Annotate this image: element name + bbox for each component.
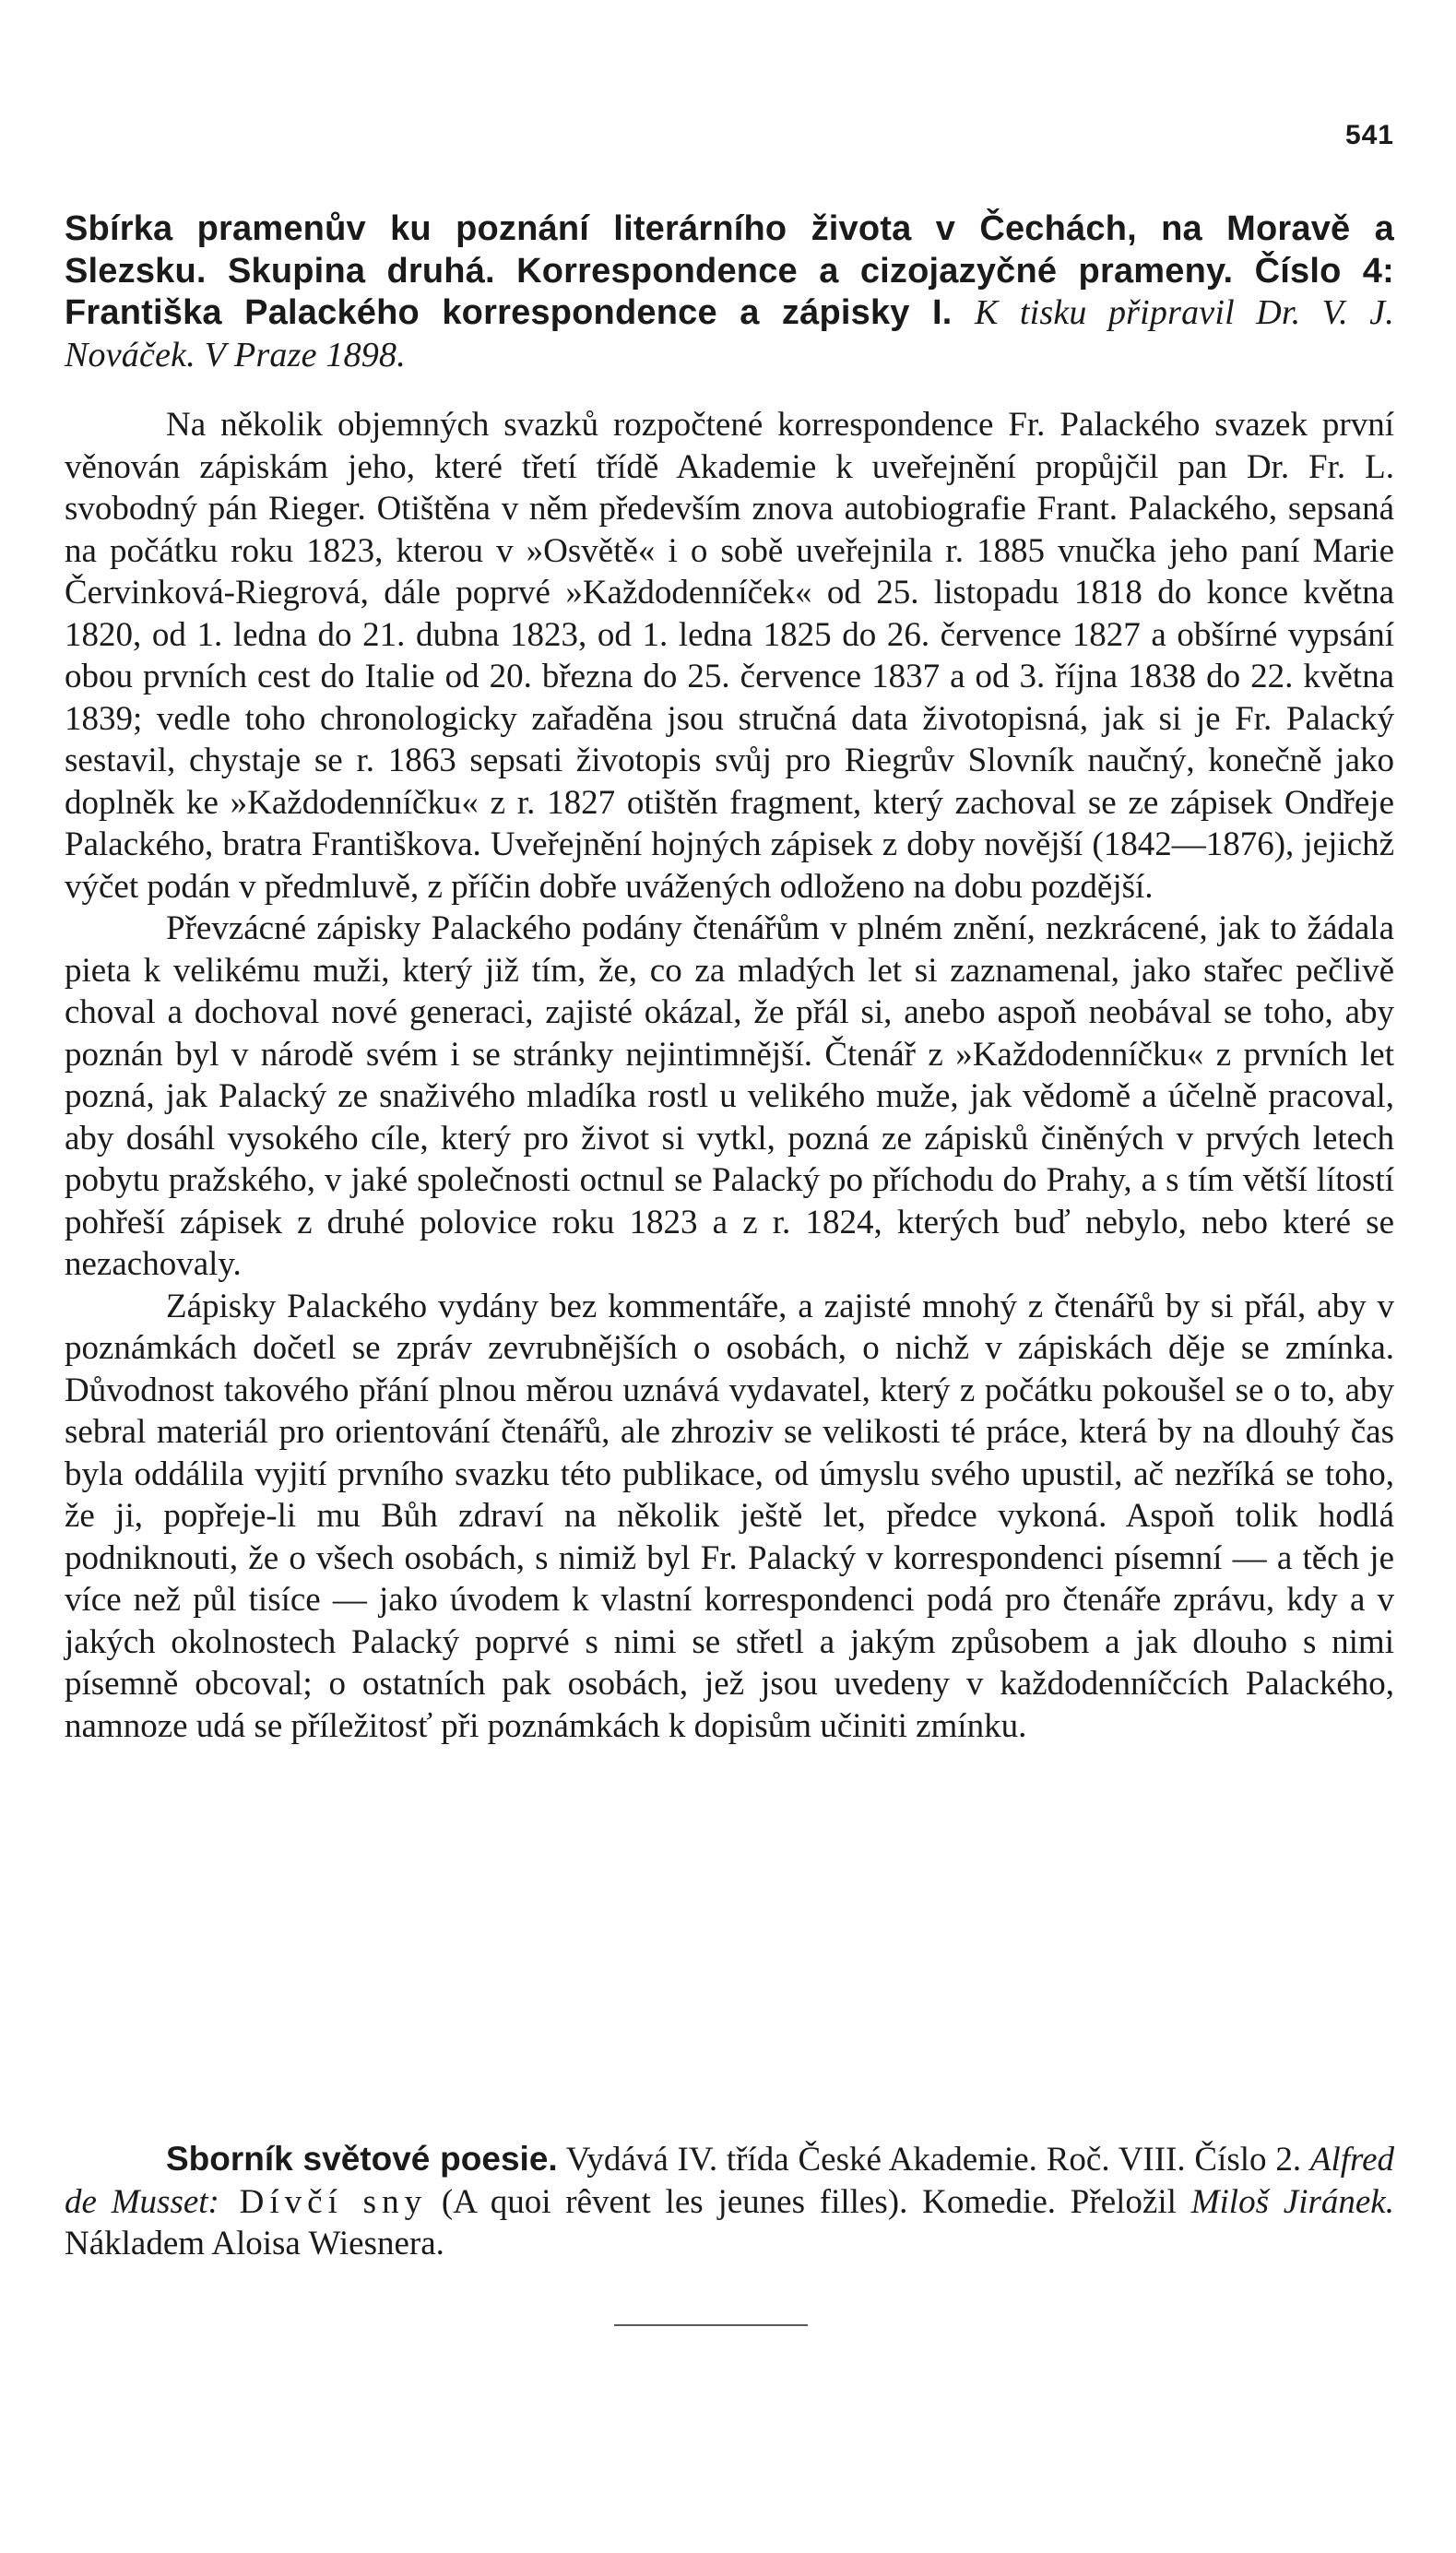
second-review-title: Sborník světové poesie. [166, 2140, 558, 2178]
review-title-bold: Sbírka pramenův ku poznání literárního života v Čechách, na Moravě a Slezsku. Skupina druhá. Korrespondence a cizojazyčné prameny. Číslo 4: Františka Palackého korrespondence a zápisky I. [65, 209, 1394, 332]
second-review-translator: Miloš Jiránek. [1190, 2182, 1394, 2221]
second-review-subtitle: (A quoi rêvent les jeunes filles). Komedie. Přeložil [427, 2182, 1191, 2221]
end-divider [614, 2324, 808, 2326]
review-paragraph-1: Na několik objemných svazků rozpočtené korrespondence Fr. Palackého svazek první věnován zápiskám jeho, které třetí třídě Akademie k uveřejnění propůjčil pan Dr. Fr. L. svobodný pán Rieger. Otištěna v něm především znova autobiografie Frant. Palackého, sepsaná na počátku roku 1823, kterou v »Osvětě« i o sobě uveřejnila r. 1885 vnučka jeho paní Marie Červinková-Riegrová, dále poprvé »Každodenníček« od 25. listopadu 1818 do konce května 1820, od 1. ledna do 21. dubna 1823, od 1. ledna 1825 do 26. července 1827 a obšírné vypsání obou prvních cest do Italie od 20. března do 25. července 1837 a od 3. října 1838 do 22. května 1839; vedle toho chronologicky zařaděna jsou stručná data životopisná, jak si je Fr. Palacký sestavil, chystaje se r. 1863 sepsati životopis svůj pro Riegrův Slovník naučný, konečně jako doplněk ke »Každodenníčku« z r. 1827 otištěn fragment, který zachoval se ze zápisek Ondřeje Palackého, bratra Františkova. Uveřejnění hojných zápisek z doby novější (1842—1876), jejichž výčet podán v předmluvě, z příčin dobře uvážených odloženo na dobu pozdější. [65, 406, 1394, 906]
review-paragraph-3: Zápisky Palackého vydány bez kommentáře, a zajisté mnohý z čtenářů by si přál, aby v poznámkách dočetl se zpráv zevrubnějších o osobách, o nichž v zápiskách děje se zmínka. Důvodnost takového přání plnou měrou uznává vydavatel, který z počátku pokoušel se o to, aby sebral materiál pro orientování čtenářů, ale zhroziv se velikosti té práce, která by na dlouhý čas byla oddálila vyjití prvního svazku této publikace, od úmyslu svého upustil, ač nezříká se toho, že ji, popřeje-li mu Bůh zdraví na několik ještě let, předce vykoná. Aspoň tolik hodlá podniknouti, že o všech osobách, s nimiž byl Fr. Palacký v korrespondenci písemní — a těch je více než půl tisíce — jako úvodem k vlastní korrespondenci podá pro čtenáře zprávu, kdy a v jakých okolnostech Palacký poprvé s nimi se střetl a jakým způsobem a jak dlouho s nimi písemně obcoval; o ostatních pak osobách, jež jsou uvedeny v každodenníčcích Palackého, namnoze udá se příležitosť při poznámkách k dopisům učiniti zmínku. [65, 1287, 1394, 1745]
review-paragraph-2: Převzácné zápisky Palackého podány čtenářům v plném znění, nezkrácené, jak to žádala pieta k velikému muži, který již tím, že, co za mladých let si zaznamenal, jako stařec pečlivě choval a dochoval nové generaci, zajisté okázal, že přál si, anebo aspoň neobával se toho, aby poznán byl v národě svém i se stránky nejintimnější. Čtenář z »Každodenníčku« z prvních let pozná, jak Palacký ze snaživého mladíka rostl u velikého muže, jak vědomě a účelně pracoval, aby dosáhl vysokého cíle, který pro život si vytkl, pozná ze zápisků činěných v prvých letech pobytu pražského, v jaké společnosti octnul se Palacký po příchodu do Prahy, a s tím větší lítostí pohřeší zápisek z druhé polovice roku 1823 a z r. 1824, kterých buď nebylo, nebo které se nezachovaly. [65, 909, 1394, 1283]
second-review-author: Alfred de Musset: [65, 2141, 1394, 2221]
second-review-publisher: Nákladem Aloisa Wiesnera. [65, 2225, 444, 2262]
review-title [65, 208, 1394, 376]
review-title-editor: K tisku připravil Dr. V. J. Nováček. V Praze 1898. [65, 293, 1394, 374]
second-review-work: Dívčí sny [219, 2182, 428, 2221]
review-body [65, 404, 1394, 1747]
second-review-series: Vydává IV. třída České Akademie. Roč. VIII. Číslo 2. [557, 2141, 1310, 2179]
page-number: 541 [1344, 120, 1394, 150]
second-review-text [65, 2138, 1394, 2265]
second-review [65, 2138, 1394, 2265]
